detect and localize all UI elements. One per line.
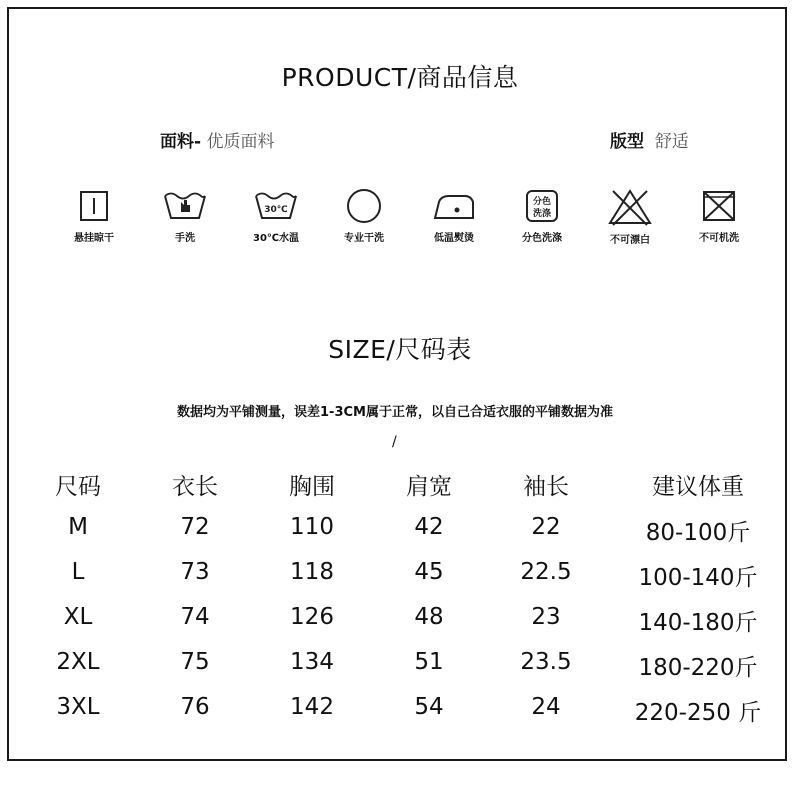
cell-size: L: [71, 559, 85, 585]
cell-weight: 180-220斤: [638, 655, 758, 681]
care-label: 不可漂白: [610, 235, 650, 246]
care-item-wash-separately: [507, 188, 577, 244]
cell-shoulder: 42: [414, 514, 444, 540]
care-label: 不可机洗: [699, 233, 739, 244]
cell-chest: 134: [290, 649, 334, 675]
fabric-value: 优质面料: [206, 132, 275, 152]
care-item-low-iron: [419, 188, 489, 244]
cell-shoulder: 54: [414, 694, 444, 720]
header-shoulder: 肩宽: [406, 474, 452, 500]
care-item-no-bleach: [595, 188, 665, 246]
cell-sleeve: 23: [531, 604, 561, 630]
cell-chest: 126: [290, 604, 334, 630]
care-item-dry-clean: [329, 188, 399, 244]
care-label: 悬挂晾干: [74, 233, 114, 244]
header-weight: 建议体重: [652, 474, 744, 500]
no-bleach-icon: [607, 188, 653, 226]
hang-dry-icon: [74, 188, 114, 224]
care-item-hand-wash: [150, 188, 220, 244]
dry-clean-icon: [344, 188, 384, 224]
size-title: SIZE/尺码表: [328, 335, 472, 364]
fit-key: 版型: [610, 132, 644, 152]
cell-sleeve: 22: [531, 514, 561, 540]
cell-length: 74: [180, 604, 210, 630]
care-label: 手洗: [175, 233, 195, 244]
cell-length: 73: [180, 559, 210, 585]
measurement-note: 数据均为平铺测量，误差1-3CM属于正常，以自己合适衣服的平铺数据为准: [177, 405, 613, 420]
separate-badge-top: 分色: [532, 197, 552, 207]
page-frame: [7, 7, 787, 761]
low-iron-icon: [431, 188, 477, 224]
cell-weight: 100-140斤: [638, 565, 758, 591]
wash-30c-icon: [253, 188, 299, 224]
hand-wash-icon: [162, 188, 208, 224]
header-size: 尺码: [55, 474, 101, 500]
cell-length: 76: [180, 694, 210, 720]
cell-size: M: [68, 514, 88, 540]
cell-sleeve: 22.5: [520, 559, 572, 585]
cell-length: 75: [180, 649, 210, 675]
cell-chest: 142: [290, 694, 334, 720]
cell-sleeve: 24: [531, 694, 561, 720]
separate-badge-bottom: 洗涤: [532, 209, 552, 219]
product-title: PRODUCT/商品信息: [281, 63, 519, 92]
care-label: 专业干洗: [344, 233, 384, 244]
care-label: 分色洗涤: [522, 233, 562, 244]
slash-mark: /: [392, 434, 397, 450]
cell-sleeve: 23.5: [520, 649, 572, 675]
cell-chest: 118: [290, 559, 334, 585]
cell-weight: 80-100斤: [645, 520, 751, 546]
care-item-no-machine-wash: [684, 188, 754, 244]
care-label: 低温熨烫: [434, 233, 474, 244]
care-label: 30℃水温: [252, 233, 300, 244]
cell-weight: 140-180斤: [638, 610, 758, 636]
cell-chest: 110: [290, 514, 334, 540]
cell-length: 72: [180, 514, 210, 540]
header-length: 衣长: [172, 474, 218, 500]
header-chest: 胸围: [289, 474, 335, 500]
no-machine-wash-icon: [699, 188, 739, 224]
cell-weight: 220-250 斤: [634, 700, 762, 726]
cell-size: 3XL: [56, 694, 100, 720]
cell-size: XL: [63, 604, 93, 630]
fit-value: 舒适: [654, 132, 689, 152]
cell-shoulder: 51: [414, 649, 444, 675]
header-sleeve: 袖长: [523, 474, 569, 500]
care-item-30c: [241, 188, 311, 244]
cell-shoulder: 45: [414, 559, 444, 585]
cell-shoulder: 48: [414, 604, 444, 630]
cell-size: 2XL: [56, 649, 100, 675]
temp-badge: 30℃: [264, 205, 288, 215]
fabric-info: [160, 127, 274, 152]
fabric-key: 面料-: [160, 132, 202, 152]
fit-info: [610, 127, 689, 152]
care-item-hang-dry: [59, 188, 129, 244]
wash-separately-icon: [522, 188, 562, 224]
